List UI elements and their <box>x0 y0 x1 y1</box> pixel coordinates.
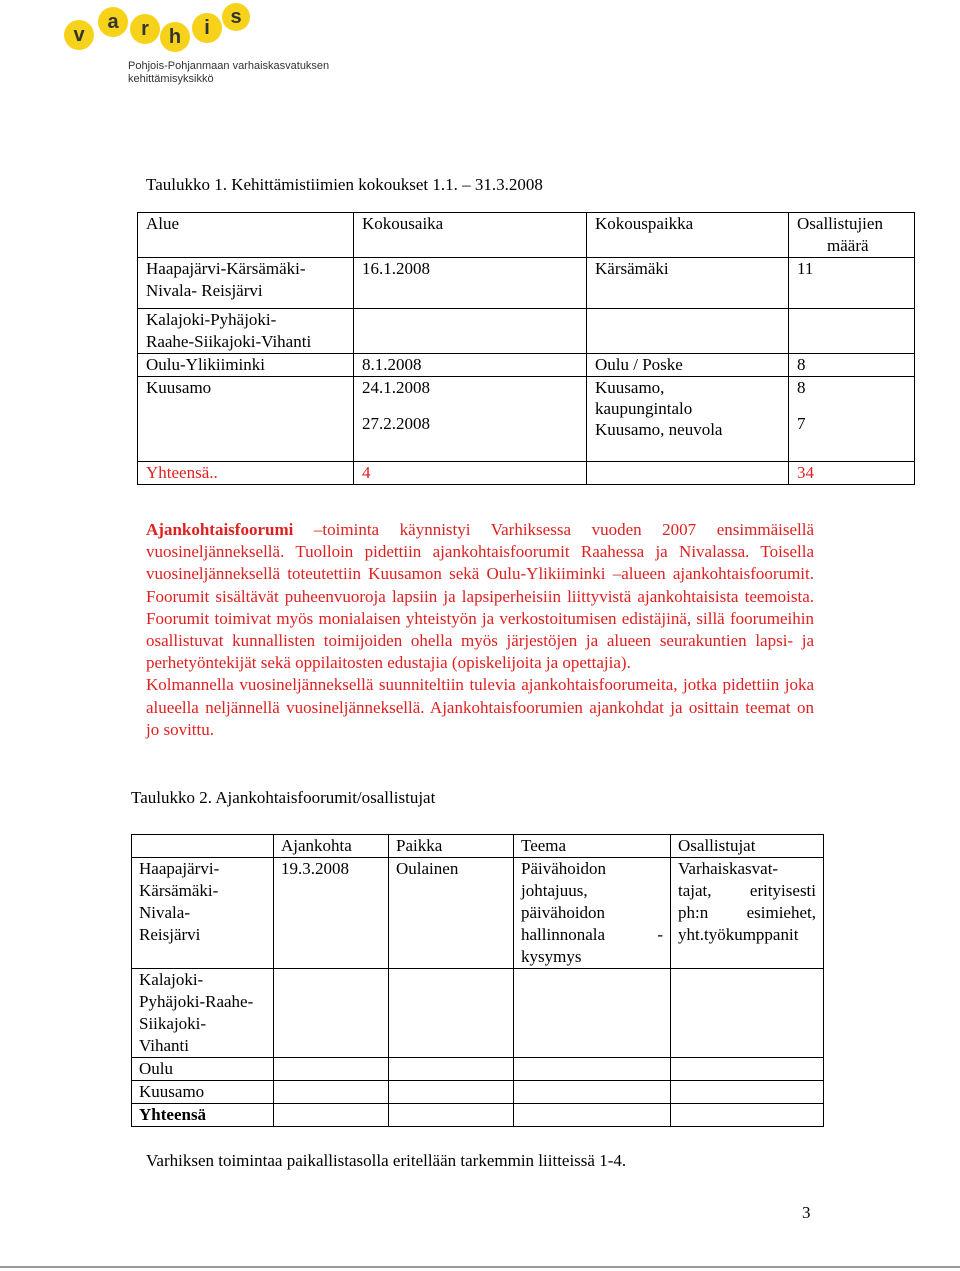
table1-total-row <box>138 462 915 485</box>
table-row: Kuusamo 24.1.2008 27.2.2008 Kuusamo, kaupungintalo Kuusamo, neuvola 8 7 <box>138 377 915 462</box>
table-row: Kalajoki- Pyhäjoki-Raahe- Siikajoki- Vihanti <box>132 969 824 1058</box>
meetings-table <box>137 212 914 485</box>
header-osallistujat: Osallistujat <box>678 836 756 855</box>
table-row: Kalajoki-Pyhäjoki- Raahe-Siikajoki-Vihanti <box>138 309 915 354</box>
header-alue: Alue <box>146 214 180 233</box>
logo-subtitle: Pohjois-Pohjanmaan varhaiskasvatuksen kehittämisyksikkö <box>128 60 330 85</box>
table1-header-row: Alue Kokousaika Kokouspaikka Osallistujien määrä <box>138 213 915 258</box>
table1-caption: Taulukko 1. Kehittämistiimien kokoukset 1.1. – 31.3.2008 <box>146 175 543 194</box>
table-row: Haapajärvi-Kärsämäki- Nivala- Reisjärvi 16.1.2008 Kärsämäki 11 <box>138 258 915 309</box>
table2-total-row: Yhteensä <box>132 1104 824 1127</box>
header-paikka: Paikka <box>396 836 443 855</box>
header-kokousaika: Kokousaika <box>362 214 444 233</box>
varhis-logo <box>60 0 360 90</box>
table-row: Oulu <box>132 1058 824 1081</box>
logo-letter-i: i <box>192 13 222 43</box>
total-label: Yhteensä.. <box>146 463 218 482</box>
logo-letter-s: s <box>222 3 250 31</box>
footnote: Varhiksen toimintaa paikallistasolla eritellään tarkemmin liitteissä 1-4. <box>146 1151 627 1170</box>
forum-paragraph: Ajankohtaisfoorumi –toiminta käynnistyi Varhiksessa vuoden 2007 ensimmäisellä vuosineljänneksellä. Tuolloin pidettiin ajankohtaisfoorumit Raahessa ja Nivalassa. Toisella vuosineljänneksellä toteutettiin Kuusamon sekä Oulu-Ylikiiminki –alueen ajankohtaisfoorumit. Foorumit sisältävät puheenvuoroja lapsiin ja lapsiperheisiin liittyvistä ajankohtaisista teemoista. Foorumit toimivat myös monialaisen yhteistyön ja verkostoitumisen edistäjinä, sillä foorumeihin osallistuvat kunnallisten toimijoiden ohella myös järjestöjen ja alueen seurakuntien lapsi- ja perhetyöntekijät sekä oppilaitosten edustajia (opiskelijoita ja opettajia). Kolmannella vuosineljänneksellä suunniteltiin tulevia ajankohtaisfoorumeita, jotka pidettiin joka alueella neljännellä vuosineljänneksellä. Ajankohtaisfoorumien ajankohdat ja osittain teemat on jo sovittu. <box>146 520 814 739</box>
total-maara: 34 <box>797 463 814 482</box>
table2-caption: Taulukko 2. Ajankohtaisfoorumit/osallistujat <box>131 788 436 807</box>
header-teema: Teema <box>521 836 567 855</box>
page-bottom-divider <box>0 1266 960 1268</box>
forum-lead: Ajankohtaisfoorumi <box>146 520 294 539</box>
logo-letter-v: v <box>64 20 94 50</box>
total-aika: 4 <box>362 463 371 482</box>
logo-letter-a: a <box>98 7 128 37</box>
table-row: Kuusamo <box>132 1081 824 1104</box>
logo-letter-h: h <box>160 22 190 52</box>
page-number: 3 <box>802 1203 811 1222</box>
table-row: Haapajärvi- Kärsämäki- Nivala- Reisjärvi 19.3.2008 Oulainen Päivähoidon johtajuus, päivähoidon hallinnonala - kysymys Varhaiskasvat- tajat, erityisesti ph:n esimiehet, yht.työkumppanit <box>132 858 824 969</box>
forums-table <box>131 834 823 1127</box>
header-kokouspaikka: Kokouspaikka <box>595 214 694 233</box>
logo-letter-r: r <box>130 14 160 44</box>
header-ajankohta: Ajankohta <box>281 836 352 855</box>
table2-header-row <box>132 835 824 858</box>
table-row: Oulu-Ylikiiminki 8.1.2008 Oulu / Poske 8 <box>138 354 915 377</box>
header-osallistujat: Osallistujien <box>797 214 883 233</box>
